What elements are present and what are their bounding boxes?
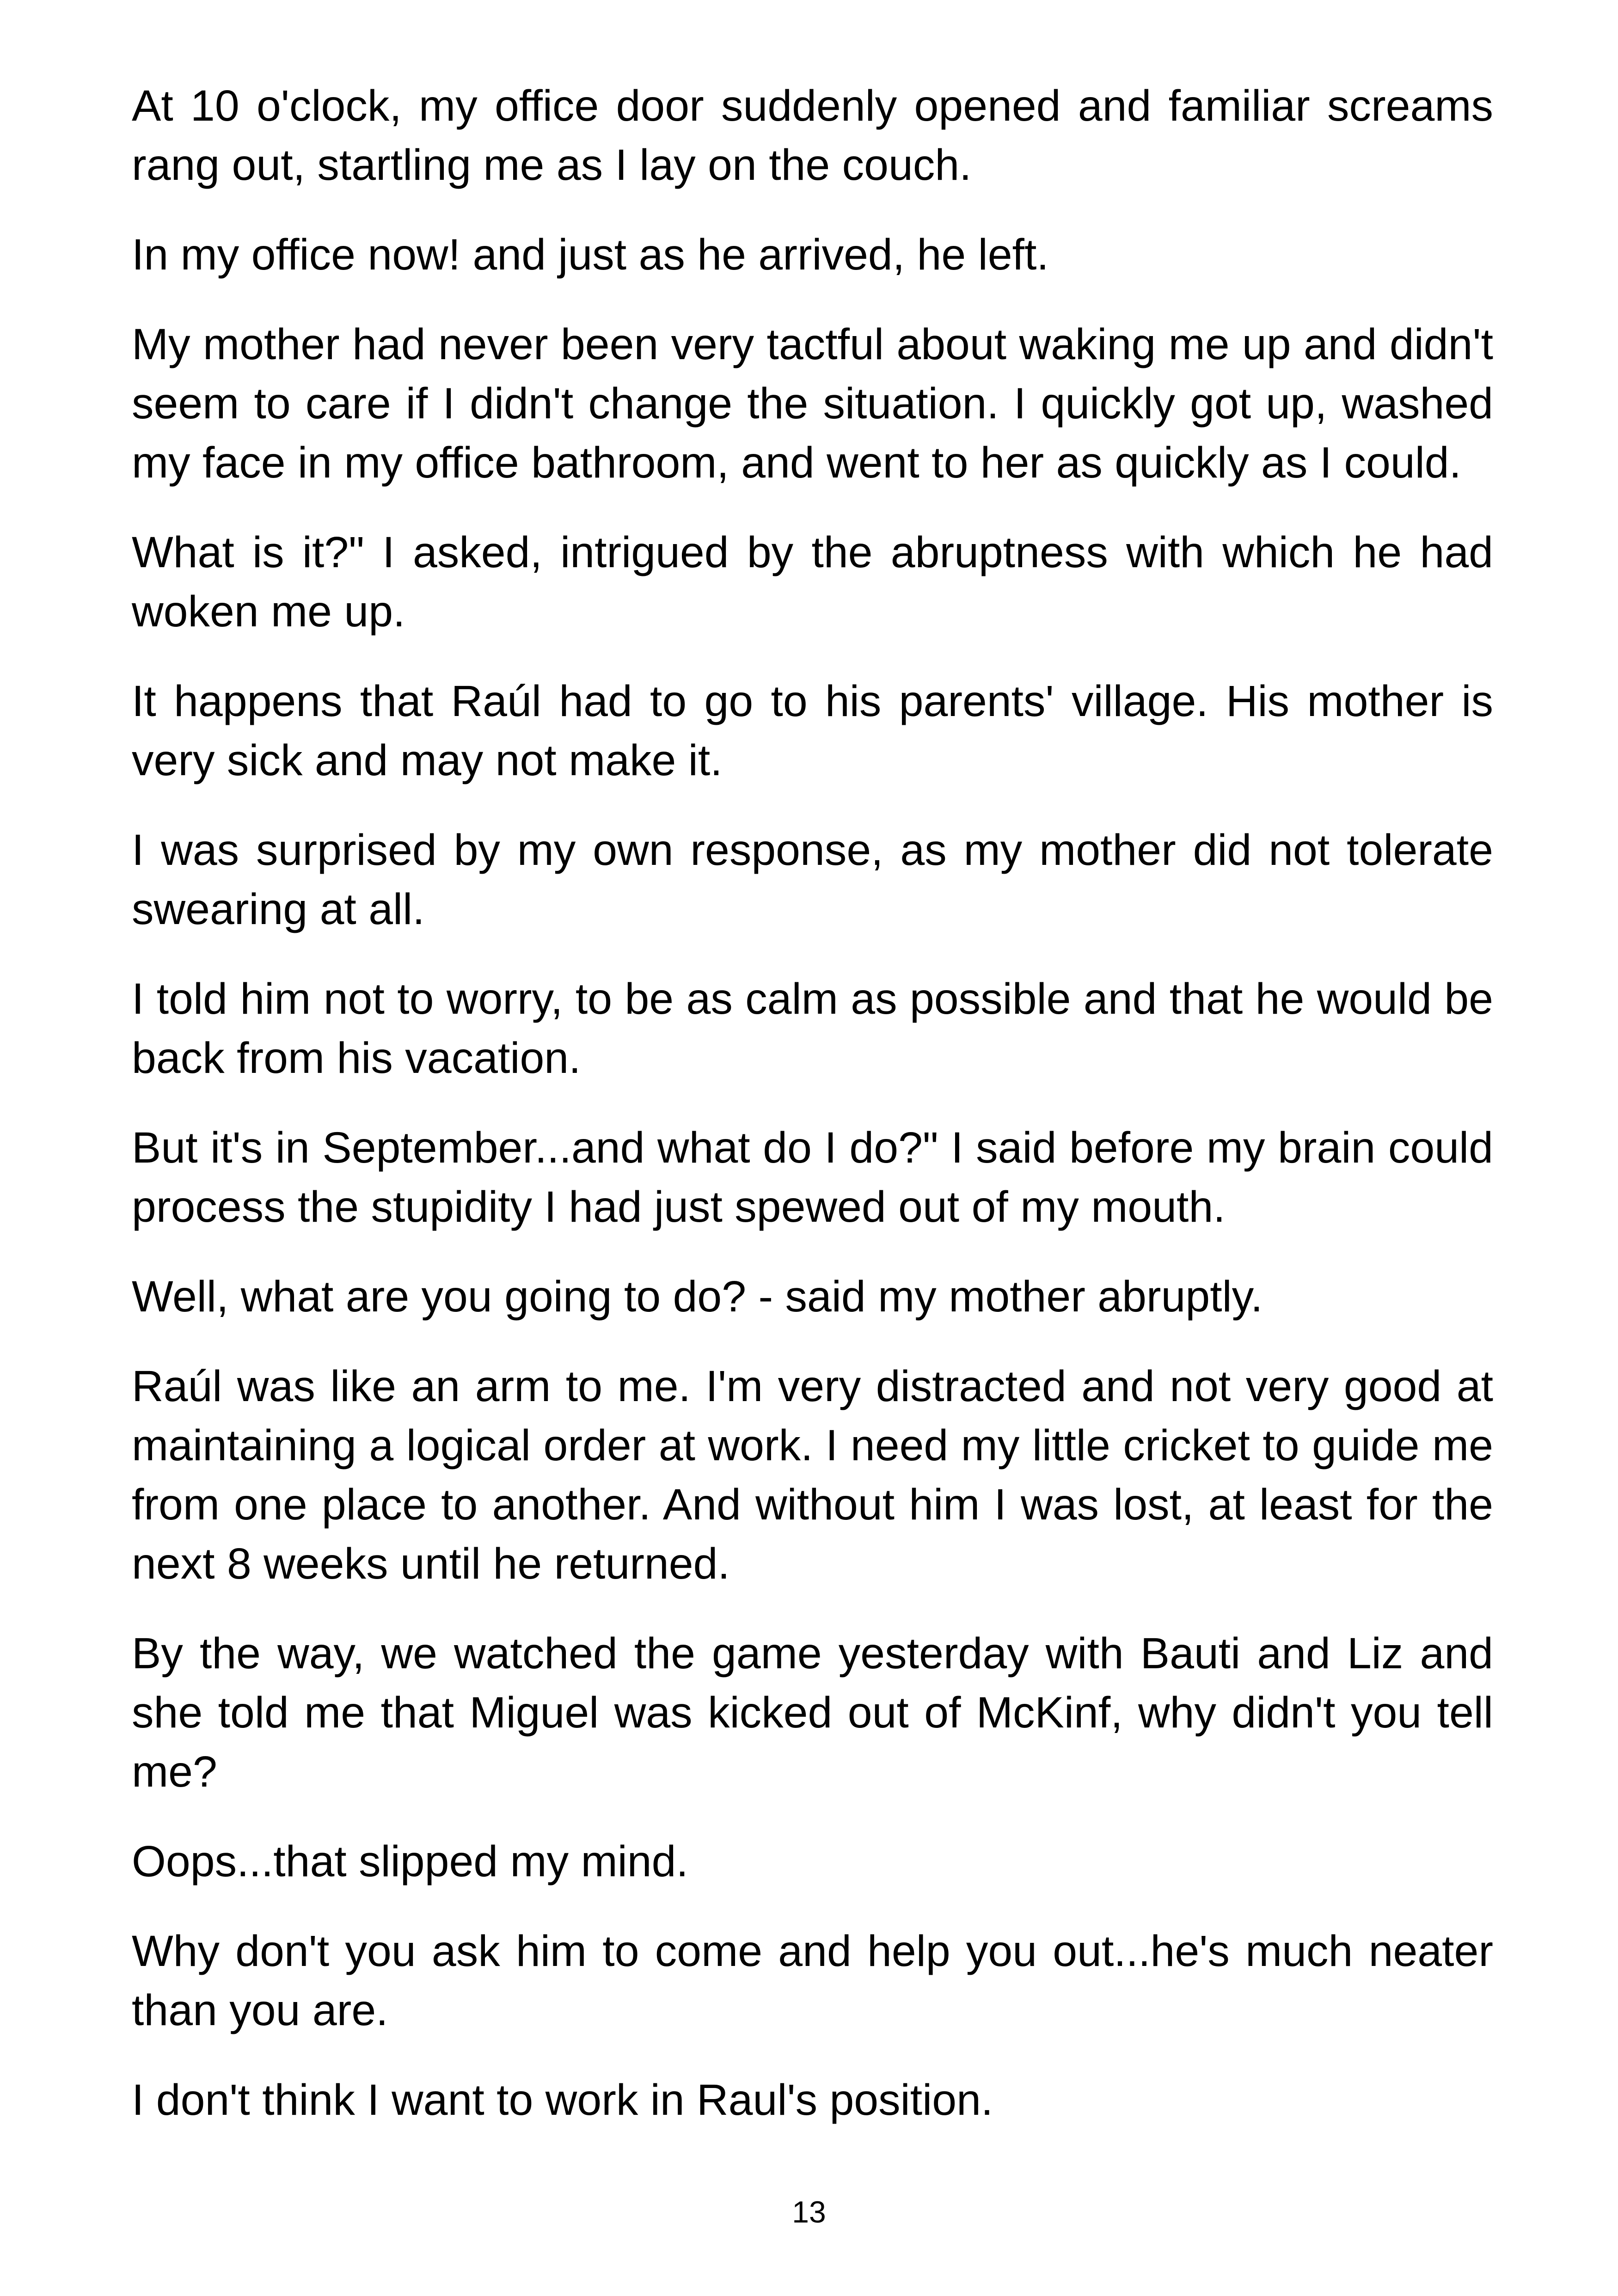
paragraph: But it's in September...and what do I do?" I said before my brain could process the stupidity I had just spewed out of my mouth.	[132, 1123, 1493, 1231]
paragraph: Oops...that slipped my mind.	[132, 1837, 688, 1886]
paragraph: Well, what are you going to do? - said my mother abruptly.	[132, 1272, 1263, 1321]
paragraph: Raúl was like an arm to me. I'm very distracted and not very good at maintaining a logical order at work. I need my little cricket to guide me from one place to another. And without him I was lost, at least for the next 8 weeks until he returned.	[132, 1362, 1493, 1588]
paragraph: I told him not to worry, to be as calm as possible and that he would be back from his vacation.	[132, 974, 1493, 1083]
paragraph: Why don't you ask him to come and help you out...he's much neater than you are.	[132, 1927, 1493, 2035]
document-body	[132, 76, 1493, 2160]
paragraph: I was surprised by my own response, as my mother did not tolerate swearing at all.	[132, 826, 1493, 934]
paragraph: In my office now! and just as he arrived, he left.	[132, 230, 1049, 279]
paragraph: I don't think I want to work in Raul's position.	[132, 2076, 993, 2125]
paragraph: My mother had never been very tactful about waking me up and didn't seem to care if I didn't change the situation. I quickly got up, washed my face in my office bathroom, and went to her as quickly as I could.	[132, 320, 1493, 487]
paragraph: By the way, we watched the game yesterday with Bauti and Liz and she told me that Miguel was kicked out of McKinf, why didn't you tell me?	[132, 1629, 1493, 1796]
paragraph: What is it?" I asked, intrigued by the abruptness with which he had woken me up.	[132, 528, 1493, 636]
paragraph: It happens that Raúl had to go to his parents' village. His mother is very sick and may not make it.	[132, 677, 1493, 785]
page-number: 13	[792, 2195, 826, 2229]
paragraph: At 10 o'clock, my office door suddenly opened and familiar screams rang out, startling me as I lay on the couch.	[132, 81, 1493, 190]
